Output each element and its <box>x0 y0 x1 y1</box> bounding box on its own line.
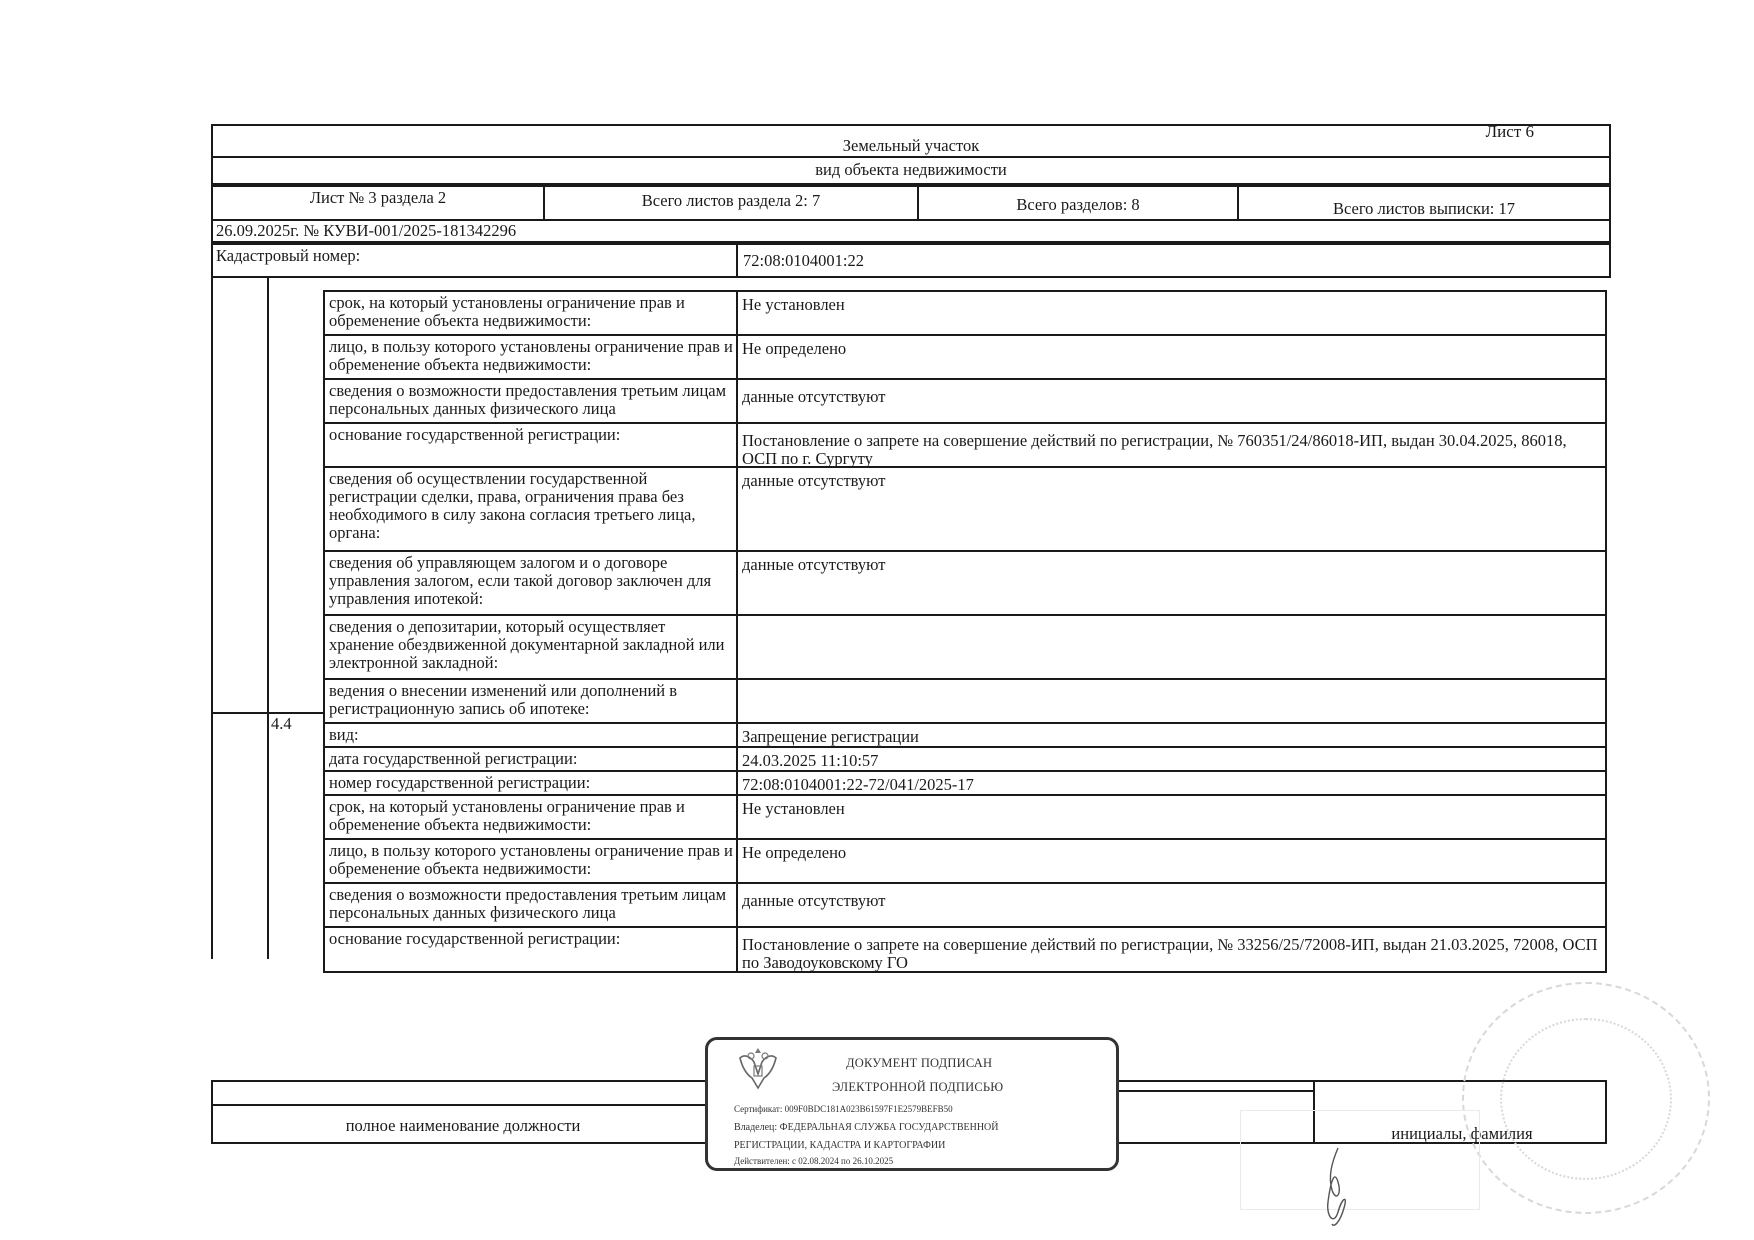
row-label: лицо, в пользу которого установлены ограничение прав и обременение объекта недвижимости: <box>329 841 733 878</box>
record-number: 4.4 <box>271 714 292 733</box>
sheets-row <box>211 183 1611 221</box>
row-label: вид: <box>329 725 359 744</box>
emblem-icon <box>734 1044 782 1094</box>
row-value: Запрещение регистрации <box>742 727 919 746</box>
row-value <box>738 616 1605 620</box>
table-row <box>325 380 1605 424</box>
row-value: Постановление о запрете на совершение действий по регистрации, № 760351/24/86018-ИП, выдан 30.04.2025, 86018, ОСП по г. Сургуту <box>742 431 1567 468</box>
extract-sheets-total: Всего листов выписки: 17 <box>1332 199 1516 218</box>
row-label: сведения о возможности предоставления третьим лицам персональных данных физического лица <box>329 381 727 418</box>
encumbrance-table <box>323 290 1607 973</box>
table-row <box>325 424 1605 468</box>
row-value: Не установлен <box>742 295 845 314</box>
cadastral-label: Кадастровый номер: <box>216 246 361 265</box>
row-value: Не установлен <box>742 799 845 818</box>
table-row <box>325 724 1605 748</box>
position-caption: полное наименование должности <box>345 1116 581 1135</box>
extract-date-number-row <box>211 219 1611 243</box>
row-value: Постановление о запрете на совершение действий по регистрации, № 33256/25/72008-ИП, выдан 21.03.2025, 72008, ОСП по Заводоуковскому ГО <box>742 935 1598 972</box>
stamp-owner-2: РЕГИСТРАЦИИ, КАДАСТРА И КАРТОГРАФИИ <box>734 1140 946 1151</box>
row-value <box>738 680 1605 684</box>
stamp-title-1: ДОКУМЕНТ ПОДПИСАН <box>846 1056 993 1070</box>
row-label: номер государственной регистрации: <box>329 773 591 792</box>
sheet-of-section: Лист № 3 раздела 2 <box>309 188 447 207</box>
sections-total: Всего разделов: 8 <box>1016 195 1140 214</box>
row-label: основание государственной регистрации: <box>329 425 621 444</box>
signature-mark <box>1308 1146 1368 1230</box>
table-row <box>325 840 1605 884</box>
extract-date-number: 26.09.2025г. № КУВИ-001/2025-181342296 <box>216 221 517 240</box>
object-type: Земельный участок <box>842 136 980 155</box>
object-type-caption: вид объекта недвижимости <box>815 160 1007 179</box>
cadastral-row <box>211 243 1611 278</box>
row-value: данные отсутствуют <box>742 891 886 910</box>
row-value: 72:08:0104001:22-72/041/2025-17 <box>742 775 974 794</box>
row-label: сведения об осуществлении государственной регистрации сделки, права, ограничения права без необходимого в силу закона согласия третьего лица, органа: <box>329 469 696 542</box>
electronic-signature-stamp <box>705 1037 1119 1171</box>
object-type-box <box>211 124 1611 187</box>
table-row <box>325 336 1605 380</box>
table-row <box>325 884 1605 928</box>
row-value: 24.03.2025 11:10:57 <box>742 751 879 770</box>
row-label: сведения о возможности предоставления третьим лицам персональных данных физического лица <box>329 885 727 922</box>
cadastral-value: 72:08:0104001:22 <box>743 251 865 270</box>
table-row <box>325 748 1605 772</box>
row-label: дата государственной регистрации: <box>329 749 578 768</box>
row-label: сведения о депозитарии, который осуществляет хранение обездвиженной документарной закладной или электронной закладной: <box>329 617 725 672</box>
table-row <box>325 468 1605 552</box>
row-value: данные отсутствуют <box>742 555 886 574</box>
table-row <box>325 292 1605 336</box>
table-row <box>325 680 1605 724</box>
stamp-owner-1: Владелец: ФЕДЕРАЛЬНАЯ СЛУЖБА ГОСУДАРСТВЕННОЙ <box>734 1122 999 1133</box>
sheet-number: Лист 6 <box>1485 122 1534 141</box>
row-label: сведения об управляющем залогом и о договоре управления залогом, если такой договор заключен для управления ипотекой: <box>329 553 712 608</box>
row-value: Не определено <box>742 339 847 358</box>
table-row <box>325 552 1605 616</box>
row-label: срок, на который установлены ограничение прав и обременение объекта недвижимости: <box>329 797 685 834</box>
row-value: Не определено <box>742 843 847 862</box>
row-label: лицо, в пользу которого установлены ограничение прав и обременение объекта недвижимости: <box>329 337 733 374</box>
official-seal-inner <box>1500 1018 1672 1180</box>
stamp-certificate: Сертификат: 009F0BDC181A023B61597F1E2579BEFB50 <box>734 1104 953 1114</box>
table-row <box>325 928 1605 973</box>
table-row <box>325 796 1605 840</box>
name-caption: инициалы, фамилия <box>1391 1124 1533 1143</box>
table-row <box>325 616 1605 680</box>
row-label: основание государственной регистрации: <box>329 929 621 948</box>
table-row <box>325 772 1605 796</box>
row-label: срок, на который установлены ограничение прав и обременение объекта недвижимости: <box>329 293 685 330</box>
section-sheets-total: Всего листов раздела 2: 7 <box>641 191 821 210</box>
row-label: ведения о внесении изменений или дополнений в регистрационную запись об ипотеке: <box>329 681 678 718</box>
row-value: данные отсутствуют <box>742 471 886 490</box>
stamp-validity: Действителен: с 02.08.2024 по 26.10.2025 <box>734 1156 894 1166</box>
row-value: данные отсутствуют <box>742 387 886 406</box>
stamp-title-2: ЭЛЕКТРОННОЙ ПОДПИСЬЮ <box>832 1080 1004 1094</box>
